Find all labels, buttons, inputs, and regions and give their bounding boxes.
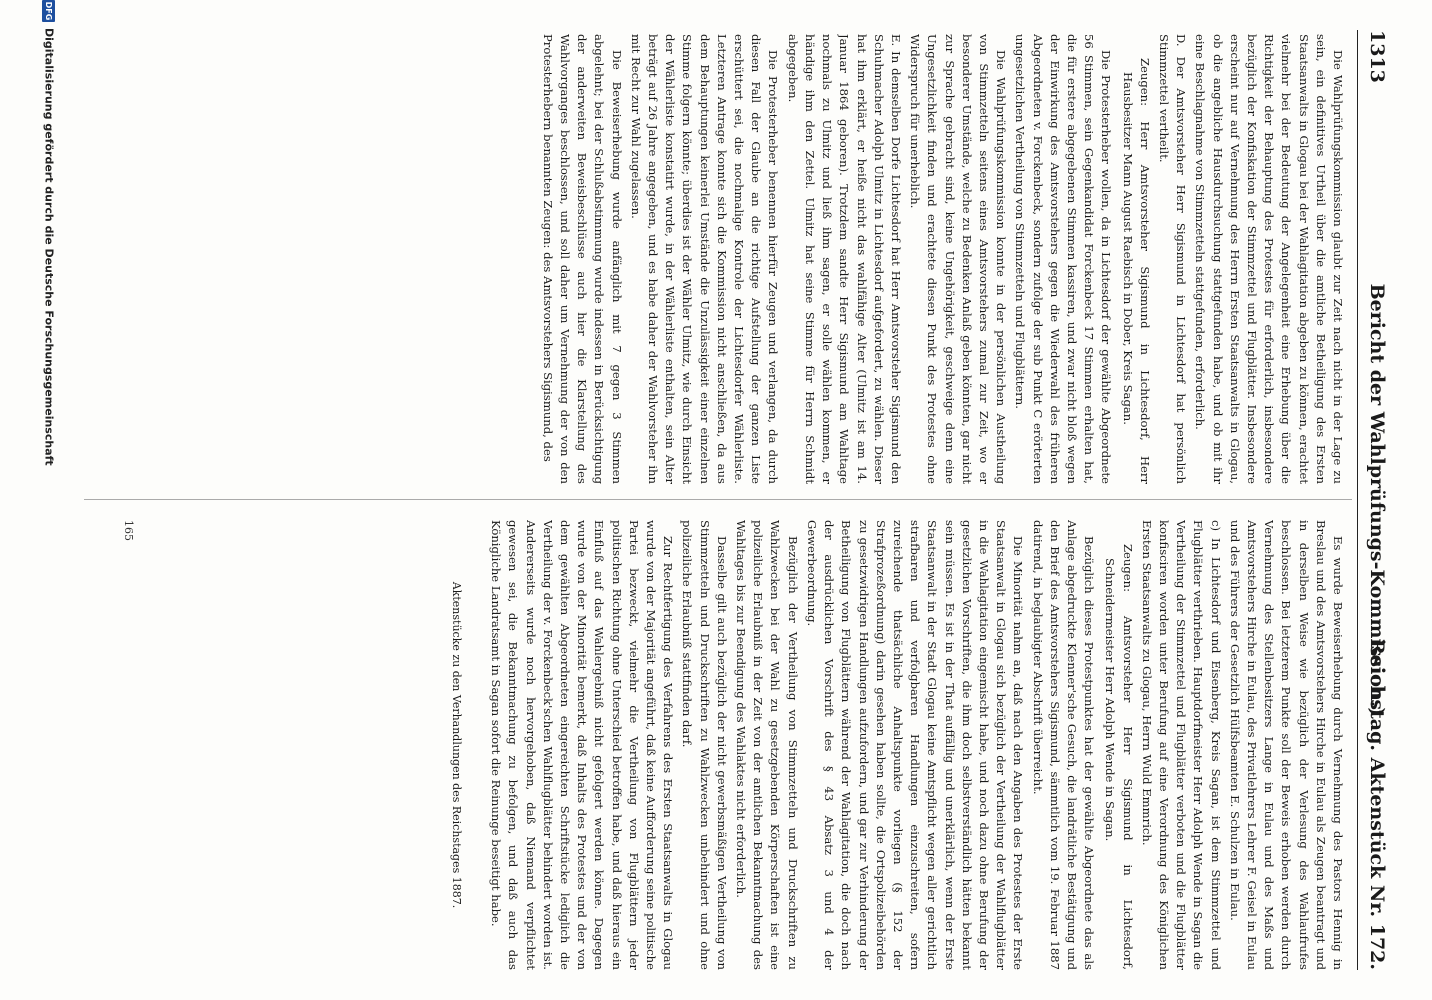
paragraph: Dasselbe gilt auch bezüglich der nicht gewerbsmäßigen Vertheilung von Stimmzetteln und Druckschriften zu Wahlzwecken unbehindert und ohne polizeiliche Erlaubniß stattfinden darf. <box>680 520 729 970</box>
witnesses: Zeugen: Herr Amtsvorsteher Sigismund in Lichtesdorf, Herr Hausbesitzer Mann August Raebisch in Dober, Kreis Sagan. <box>1120 58 1152 484</box>
right-column <box>96 520 1346 970</box>
section-heading: D. Der Amtsvorsteher Herr Sigismund in Lichtesdorf hat persönlich Stimmzettel vertheilt. <box>1156 34 1189 484</box>
digitization-text: Digitalisierung gefördert durch die Deutsche Forschungsgemeinschaft <box>42 28 56 466</box>
paragraph: Die Protesterheber benennen hierfür Zeugen und verlangen, da durch diesen Fall der Glaube an die richtige Aufstellung der ganzen Liste erschüttert sei, die nochmalige Kontrole der Lichtesdorfer Wählerliste. Letzteren Antrage konnte sich die Kommission nicht anschließen, da aus dem Behauptungen keinerlei Umstände die Unzulässigkeit einer einzelnen Stimme folgern könnte; überdies ist der Wähler Ulmitz, wie durch Einsicht der Wählerliste konstatirt wurde, in der Wählerliste enthalten, sein Alter beträgt auf 26 Jahre angegeben, und es habe daher der Wahlvorsteher ihn mit Recht zur Wahl zugelassen. <box>628 34 781 484</box>
section-heading: E. In demselben Dorfe Lichtesdorf hat Herr Amtsvorsteher Sigismund den Schuhmacher Adolph Ulmitz in Lichtesdorf aufgefordert, zu wählen. Dieser hat ihm erklärt, er heiße nicht das wahlfähige Alter (Ulmitz ist am 14. Januar 1864 geboren). Trotzdem sandte Herr Sigismund am Wahltage nochmals zu Ulmitz und ließ ihm sagen, er solle wählen kommen, er händige ihm den Zettel. Ulmitz hat seine Stimme für Herrn Schmidt abgegeben. <box>785 34 903 484</box>
witnesses: Zeugen: Amtsvorsteher Herr Sigismund in Lichtesdorf, Schneidermeister Herr Adolph Wende in Sagan. <box>1103 544 1135 970</box>
paragraph: Die Wahlprüfungskommission glaubt zur Zeit nach nicht in der Lage zu sein, ein definitives Urtheil über die amtliche Betheiligung des Ersten Staatsanwalts in Glogau bei der Wahlagitation abgeben zu können, erachtet vielmehr bei der Bedeutung der Angelegenheit eine Erhebung über die Richtigkeit der Behauptung des Protestes für erforderlich, insbesondere bezüglich der Konfiskation der Stimmzettel und Flugblätter. Insbesondere erscheint nur auf Vernehmung des Herrn Ersten Staatsanwalts in Glogau, ob die angebliche Hausdurchsuchung stattgefunden habe, und ob mit ihr eine Beschlagnahme von Stimmzetteln stattgefunden, erforderlich. <box>1193 34 1345 484</box>
paragraph: Bezüglich dieses Protestpunktes hat der gewählte Abgeordnete das als Anlage abgedruckte Klenner'sche Gesuch, die landrätliche Bestätigung und den Brief des Amtsvorstehers Sigismund, sämmtlich vom 19. Februar 1887 datirend, in beglaubigter Abschrift überreicht. <box>1030 520 1097 970</box>
paragraph: Es wurde Beweiserhebung durch Vernehmung des Pastors Hennig in Breslau und des Amtsvorstehers Hirche in Eulau als Zeugen beantragt und in derselben Weise wie bezüglich der Verlesung des Wahlaufrufes beschlossen. Bei letzterem Punkte soll der Beweis erhoben werden durch Vernehmung des Stellenbesitzers Lange in Eulau und des Maßs und Amtsvorstehers Hirche in Eulau, des Privatlehrers Lehrer F. Geisel in Eulau und des Führers der Gesetzlich Hülfsbeamten E. Schulzen in Eulau. <box>1227 520 1345 970</box>
footer-line: Aktenstücke zu den Verhandlungen des Reichstages 1887. <box>450 581 464 909</box>
header-right: Reichstag. Aktenstück Nr. 172. <box>1366 638 1388 970</box>
paragraph: Bezüglich der Vertheilung von Stimmzetteln und Druckschriften zu Wahlzwecken bei der Wahl zu gesetzgebenden Körperschaften ist eine polizeiliche Erlaubniß in der Zeit von der amtlichen Bekanntmachung des Wahltages bis zur Beendigung des Wahlaktes nicht erforderlich. <box>734 520 800 970</box>
paragraph: Zur Rechtfertigung des Verfahrens des Ersten Staatsanwalts in Glogau wurde von der Majorität angeführt, daß keine Aufforderung seine politische Partei bezweckt, vielmehr die Vertheilung von Flugblättern jeder politischen Richtung ohne Unterschied betroffen habe, und daß hieraus ein Einfluß auf das Wahlergebniß nicht gefolgert werden könne. Dagegen wurde von der Minorität bemerkt, daß Inhalts des Protestes und der von dem gewählten Abgeordneten eingereichten Schriftstücke lediglich die Vertheilung der v. Forckenbeck'schen Wahlflugblätter behindert worden ist. Andererseits wurde noch hervorgehoben, daß Niemand verpflichtet gewesen sei, die Bekanntmachung zu befolgen, und daß auch das Königliche Landratsamt in Sagan sofort die Reinunge beseitigt habe. <box>489 520 676 970</box>
paragraph: Die Protesterheber wollen, da in Lichtesdorf der gewählte Abgeordnete 56 Stimmen, sein Gegenkandidat Forckenbeck 17 Stimmen erhalten hat, die für erstere abgegebenen Stimmen kassiren, und zwar nicht bloß wegen der Einwirkung des Amtsvorstehers gegen die Wiederwahl des früheren Abgeordneten v. Forckenbeck, sondern zufolge der sub Punkt C erörterten ungesetzlichen Vertheilung von Stimmzetteln und Flugblättern. <box>1013 34 1114 484</box>
paragraph: Die Beweiserhebung wurde anfänglich mit 7 gegen 3 Stimmen abgelehnt; bei der Schlußabstimmung wurde indessen in Berücksichtigung der anderweiten Beweisbeschlüsse auch hier die Klarstellung des Wahlvorganges beschlossen, und soll daher um Vernehmung der von den Protesterhebern benannten Zeugen: des Amtsvorstehers Sigismund, des <box>540 34 624 484</box>
page-number: 1313 <box>1366 30 1388 83</box>
section-heading: c) In Lichtesdorf und Eisenberg, Kreis Sagan, ist dem Stimmzettel und Flugblätter verthrieben. Hauptdorfmeister Herr Adolph Wende in Sagan die Vertheilung der Stimmzettel und Flugblätter verboten und die Flugblätter konfisciren worden unter Berufung auf eine Verordnung des Königlichen Ersten Staatsanwalts zu Glogau, Herrn Wuld Emmrich. <box>1139 520 1223 970</box>
page-header <box>1357 30 1394 970</box>
paragraph: Die Wahlprüfungskommission konnte in der persönlichen Austheilung von Stimmzetteln seitens eines Amtsvorstehers zumal zur Zeit, wo er besonderer Umstände, welche zu Bedenken Anlaß geben könnten, gar nicht zur Sprache gebracht sind, keine Ungehörigkeit, geschweige denn eine Ungesetzlichkeit finden und erachtete diesen Punkt des Protestes ohne Widerspruch für unerheblich. <box>908 34 1009 484</box>
paragraph: Die Minorität nahm an, daß nach den Angaben des Protestes der Erste Staatsanwalt in Glogau sich bezüglich der Vertheilung der Wahlflugblätter in die Wahlagitation eingemischt habe, und noch dazu ohne Berufung der gesetzlichen Vorschriften, die ihm doch selbstverständlich hätten bekannt sein müssen. Es ist in der That auffällig und unerklärlich, wenn der Erste Staatsanwalt in der Stadt Glogau keine Amtspflicht wegen aller gerichtlich strafbaren und verfolgbaren Handlungen einzuschreiten, sofern zureichende thatsächliche Anhaltspunkte vorliegen (§ 152 der Strafprozeßordnung) darin gesehen haben sollte, die Ortspolizeibehörden zu gesetzwidrigen Handlungen aufzufordern, und gar zur Verhinderung der Betheiligung von Flugblättern während der Wahlagitation, die doch nach der ausdrücklichen Vorschrift des § 43 Absatz 3 und 4 der Gewerbeordnung. <box>804 520 1026 970</box>
running-title: Bericht der Wahlprüfungs-Kommission.) <box>1366 283 1388 717</box>
column-divider <box>84 499 1352 500</box>
left-column <box>96 34 1346 484</box>
dfg-logo-icon: DFG <box>44 1 54 21</box>
signature-mark: 165 <box>122 520 135 541</box>
digitization-stamp <box>36 0 56 1000</box>
